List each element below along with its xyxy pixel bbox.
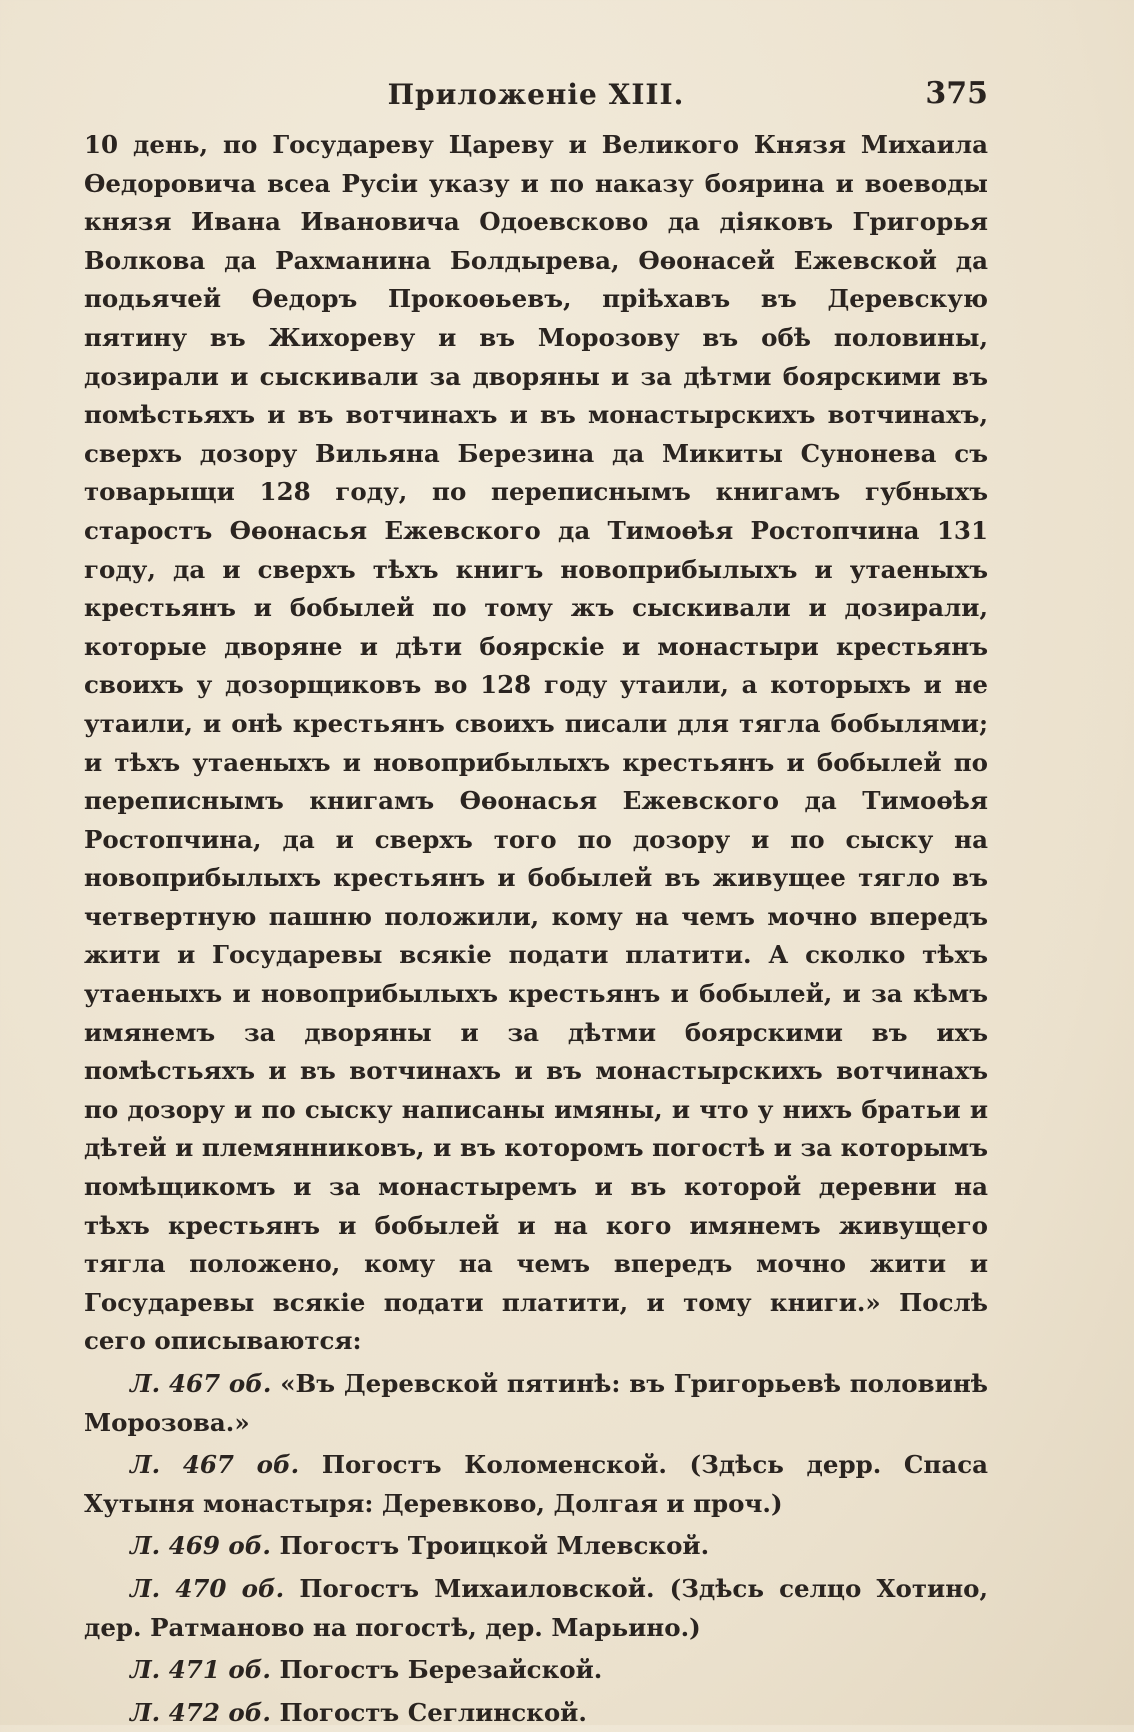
list-item [84,1527,988,1566]
page-number: 375 [925,76,988,111]
entry-text: Погостъ Сеглинской. [279,1697,587,1727]
list-item [84,1694,988,1732]
list-item [84,1446,988,1523]
entry-text: Погостъ Михаиловской. (Здѣсь селцо Хотино, дер. Ратманово на погостѣ, дер. Марьино.) [84,1573,989,1642]
entry-text: «Въ Деревской пятинѣ: въ Григорьевѣ половинѣ Морозова.» [84,1369,988,1437]
running-title: Приложеніе XIII. [387,78,685,111]
running-head [84,70,988,126]
entry-text: Погостъ Коломенской. (Здѣсь дерр. Спаса Хутыня монастыря: Деревково, Долгая и проч.) [84,1450,989,1518]
list-item [84,1651,988,1690]
folio-reference: Л. 470 об. [130,1573,285,1603]
folio-reference: Л. 471 об. [130,1655,271,1685]
list-item [84,1570,988,1647]
folio-reference: Л. 467 об. [130,1450,300,1480]
entry-text: Погостъ Троицкой Млевской. [279,1531,710,1561]
folio-reference: Л. 467 об. [130,1369,272,1398]
main-paragraph: 10 день, по Государеву Цареву и Великого Князя Михаила Өедоровича всеа Русіи указу и по наказу боярина и воеводы князя Ивана Ивановича Одоевсково да діяковъ Григорья Волкова да Рахманина Болдырева, Өөонасей Ежевской да подьячей Өедоръ Прокоөьевъ, пріѣхавъ въ Деревскую пятину въ Жихореву и въ Морозову въ обѣ половины, дозирали и сыскивали за дворяны и за дѣтми боярскими въ помѣстьяхъ и въ вотчинахъ и въ монастырскихъ вотчинахъ, сверхъ дозору Вильяна Березина да Микиты Сунонева съ товарыщи 128 году, по переписнымъ книгамъ губныхъ старостъ Өөонасья Ежевского да Тимоөѣя Ростопчина 131 году, да и сверхъ тѣхъ книгъ новоприбылыхъ и утаеныхъ крестьянъ и бобылей по тому жъ сыскивали и дозирали, которые дворяне и дѣти боярскіе и монастыри крестьянъ своихъ у дозорщиковъ во 128 году утаили, а которыхъ и не утаили, и онѣ крестьянъ своихъ писали для тягла бобылями; и тѣхъ утаеныхъ и новоприбылыхъ крестьянъ и бобылей по переписнымъ книгамъ Өөонасья Ежевского да Тимоөѣя Ростопчина, да и сверхъ того по дозору и по сыску на новоприбылыхъ крестьянъ и бобылей въ живущее тягло въ четвертную пашню положили, кому на чемъ мочно впередъ жити и Государевы всякіе подати платити. А сколко тѣхъ утаеныхъ и новоприбылыхъ крестьянъ и бобылей, и за кѣмъ имянемъ за дворяны и за дѣтми боярскими въ ихъ помѣстьяхъ и въ вотчинахъ и въ монастырскихъ вотчинахъ по дозору и по сыску написаны имяны, и что у нихъ братьи и дѣтей и племянниковъ, и въ которомъ погостѣ и за которымъ помѣщикомъ и за монастыремъ и въ которой деревни на тѣхъ крестьянъ и бобылей и на кого имянемъ живущего тягла положено, кому на чемъ впередъ мочно жити и Государевы всякіе подати платити, и тому книги.» Послѣ сего описываются: [84,130,988,1356]
folio-reference: Л. 472 об. [130,1697,271,1727]
folio-reference: Л. 469 об. [130,1531,271,1561]
list-item [84,1365,988,1442]
entry-text: Погостъ Березайской. [279,1655,603,1685]
page [84,70,988,1732]
